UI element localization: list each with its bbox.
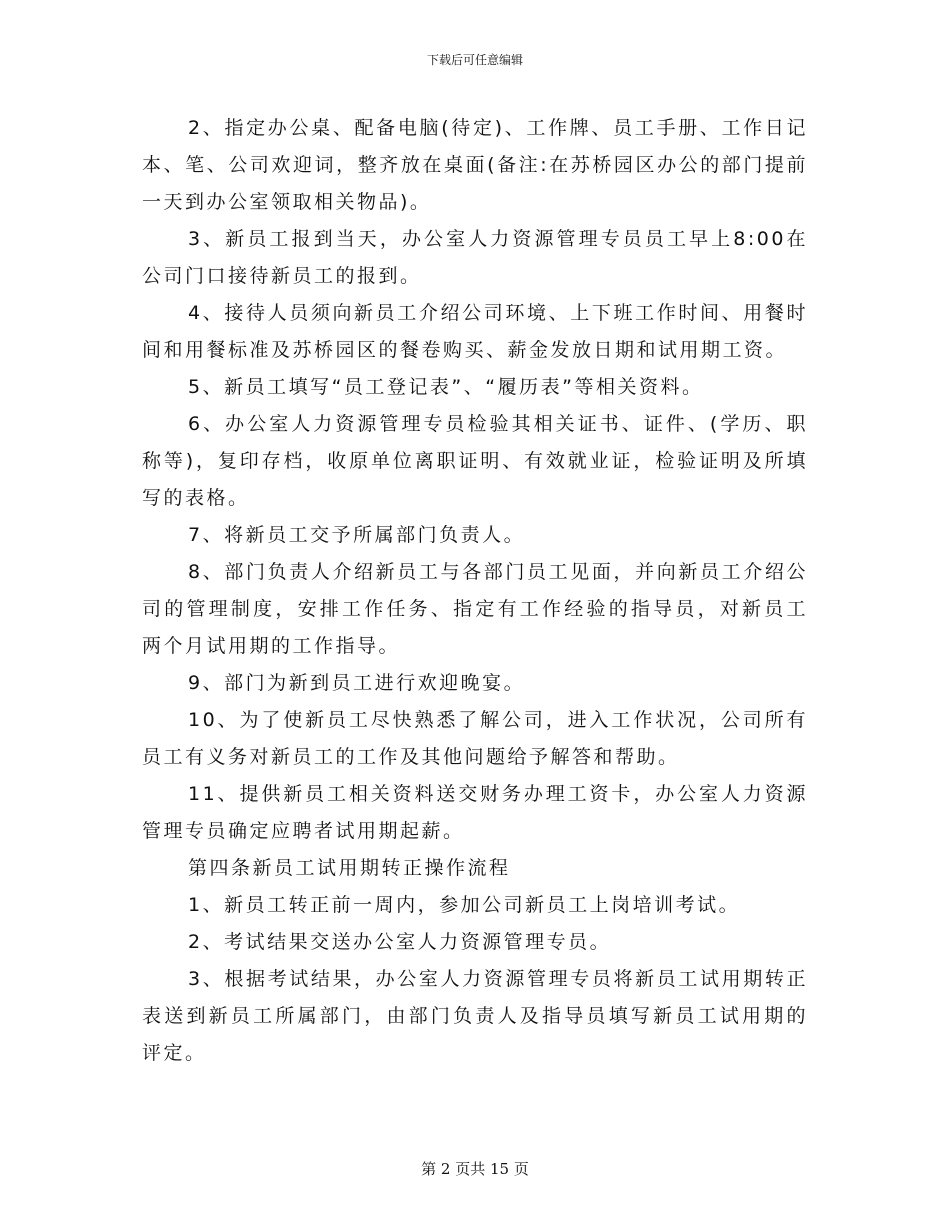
paragraph-item-2: 2、指定办公桌、配备电脑(待定)、工作牌、员工手册、工作日记本、笔、公司欢迎词，整齐放在桌面(备注:在苏桥园区办公的部门提前一天到办公室领取相关物品)。 xyxy=(142,117,808,213)
paragraph-item-3: 3、新员工报到当天，办公室人力资源管理专员员工早上8:00在公司门口接待新员工的报到。 xyxy=(142,228,808,287)
paragraph-step-2: 2、考试结果交送办公室人力资源管理专员。 xyxy=(188,931,612,953)
paragraph-item-6: 6、办公室人力资源管理专员检验其相关证书、证件、(学历、职称等)，复印存档，收原单位离职证明、有效就业证，检验证明及所填写的表格。 xyxy=(142,413,808,509)
paragraph-item-9: 9、部门为新到员工进行欢迎晚宴。 xyxy=(188,672,526,694)
paragraph-item-4: 4、接待人员须向新员工介绍公司环境、上下班工作时间、用餐时间和用餐标准及苏桥园区的餐卷购买、薪金发放日期和试用期工资。 xyxy=(142,302,808,361)
page-header: 下载后可任意编辑 xyxy=(426,53,523,67)
paragraph-item-8: 8、部门负责人介绍新员工与各部门员工见面，并向新员工介绍公司的管理制度，安排工作任务、指定有工作经验的指导员，对新员工两个月试用期的工作指导。 xyxy=(142,561,808,657)
document-body xyxy=(142,110,808,1072)
paragraph-step-3: 3、根据考试结果，办公室人力资源管理专员将新员工试用期转正表送到新员工所属部门，由部门负责人及指导员填写新员工试用期的评定。 xyxy=(142,968,808,1064)
paragraph-item-10: 10、为了使新员工尽快熟悉了解公司，进入工作状况，公司所有员工有义务对新员工的工作及其他问题给予解答和帮助。 xyxy=(142,709,808,768)
paragraph-item-11: 11、提供新员工相关资料送交财务办理工资卡，办公室人力资源管理专员确定应聘者试用期起薪。 xyxy=(142,783,808,842)
paragraph-item-5: 5、新员工填写“员工登记表”、“履历表”等相关资料。 xyxy=(188,376,704,398)
paragraph-item-7: 7、将新员工交予所属部门负责人。 xyxy=(188,524,526,546)
paragraph-step-1: 1、新员工转正前一周内，参加公司新员工上岗培训考试。 xyxy=(188,894,741,916)
section-heading: 第四条新员工试用期转正操作流程 xyxy=(188,857,511,879)
page-footer: 第 2 页共 15 页 xyxy=(421,1160,529,1178)
